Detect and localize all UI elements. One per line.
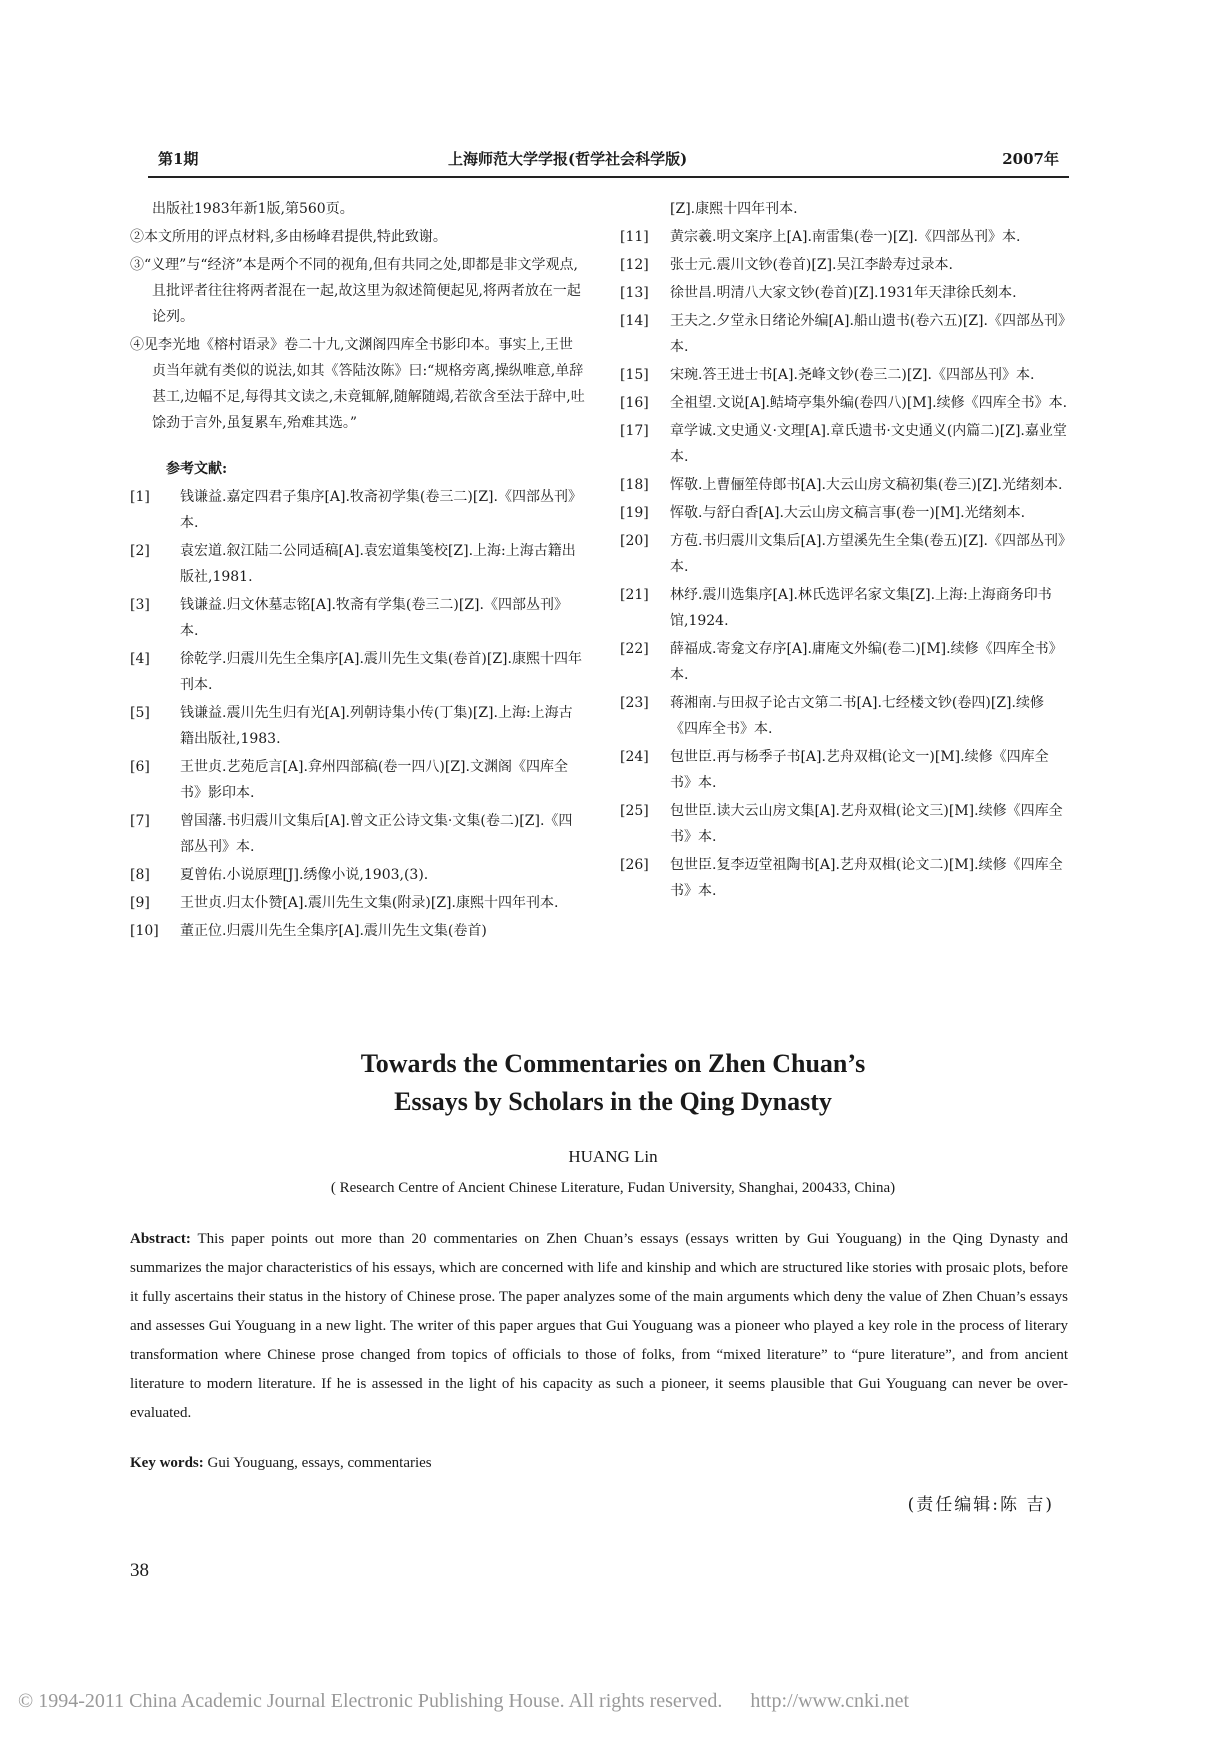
- reference-number: [12]: [620, 257, 649, 273]
- reference-number: [10]: [130, 923, 159, 939]
- reference-text: 章学诚.文史通义·文理[A].章氏遗书·文史通义(内篇二)[Z].嘉业堂本.: [670, 423, 1067, 465]
- reference-item: [620, 528, 1068, 580]
- reference-item: [130, 890, 585, 916]
- reference-number: [7]: [130, 813, 150, 829]
- reference-item: [620, 798, 1068, 850]
- reference-item: [620, 636, 1068, 688]
- reference-text: 徐乾学.归震川先生全集序[A].震川先生文集(卷首)[Z].康熙十四年刊本.: [180, 651, 582, 693]
- english-keywords: [130, 1455, 432, 1472]
- reference-number: [2]: [130, 543, 150, 559]
- reference-item: [620, 582, 1068, 634]
- reference-item: [620, 252, 1068, 278]
- reference-item: [130, 700, 585, 752]
- english-title-line-1: Towards the Commentaries on Zhen Chuan’s: [360, 1049, 866, 1078]
- reference-item: [620, 362, 1068, 388]
- reference-item: [620, 852, 1068, 904]
- running-header: [148, 146, 1069, 178]
- reference-number: [15]: [620, 367, 649, 383]
- note-2: ②本文所用的评点材料,多由杨峰君提供,特此致谢。: [130, 229, 447, 245]
- english-title: [0, 1045, 1226, 1121]
- reference-number: [13]: [620, 285, 649, 301]
- reference-number: [20]: [620, 533, 649, 549]
- reference-item: [620, 500, 1068, 526]
- keywords-label: Key words:: [130, 1455, 204, 1471]
- left-column: [130, 196, 585, 946]
- journal-name: 上海师范大学学报(哲学社会科学版): [448, 150, 688, 168]
- reference-text: 全祖望.文说[A].鲒埼亭集外编(卷四八)[M].续修《四库全书》本.: [670, 395, 1068, 411]
- copyright-footer: [18, 1690, 909, 1713]
- reference-text: 包世臣.再与杨季子书[A].艺舟双楫(论文一)[M].续修《四库全书》本.: [670, 749, 1049, 791]
- reference-text: 王世贞.艺苑卮言[A].弇州四部稿(卷一四八)[Z].文渊阁《四库全书》影印本.: [180, 759, 568, 801]
- reference-text: 恽敬.上曹俪笙侍郎书[A].大云山房文稿初集(卷三)[Z].光绪刻本.: [670, 477, 1063, 493]
- english-title-line-2: Essays by Scholars in the Qing Dynasty: [394, 1087, 832, 1116]
- reference-number: [16]: [620, 395, 649, 411]
- right-column: [620, 196, 1068, 906]
- reference-text: 钱谦益.归文休墓志铭[A].牧斋有学集(卷三二)[Z].《四部丛刊》本.: [180, 597, 568, 639]
- note-3: ③“义理”与“经济”本是两个不同的视角,但有共同之处,即都是非文学观点,且批评者往往将两者混在一起,故这里为叙述简便起见,将两者放在一起论列。: [130, 257, 581, 325]
- reference-number: [8]: [130, 867, 150, 883]
- footer-url[interactable]: http://www.cnki.net: [750, 1690, 910, 1712]
- reference-text: 林纾.震川选集序[A].林氏选评名家文集[Z].上海:上海商务印书馆,1924.: [670, 587, 1052, 629]
- reference-item: [130, 754, 585, 806]
- abstract-text: This paper points out more than 20 commentaries on Zhen Chuan’s essays (essays written by Gui Youguang) in the Qing Dynasty and summarizes the major characteristics of his essays, which are concerned with life and kinship and which are structured like stories with prosaic plots, before it fully ascertains their status in the history of Chinese prose. The paper analyzes some of the main arguments which deny the value of Zhen Chuan’s essays and assesses Gui Youguang in a new light. The writer of this paper argues that Gui Youguang was a pioneer who played a key role in the process of literary transformation where Chinese prose changed from topics of officials to those of folks, from “mixed literature” to “pure literature”, and from ancient literature to modern literature. If he is assessed in the light of his capacity as such a pioneer, it seems plausible that Gui Youguang can never be over-evaluated.: [130, 1231, 1069, 1421]
- reference-number: [6]: [130, 759, 150, 775]
- abstract-label: Abstract:: [130, 1231, 191, 1247]
- reference-text: 夏曾佑.小说原理[J].绣像小说,1903,(3).: [180, 867, 429, 883]
- year-label: 2007年: [1002, 150, 1059, 168]
- reference-text: 方苞.书归震川文集后[A].方望溪先生全集(卷五)[Z].《四部丛刊》本.: [670, 533, 1065, 575]
- keywords-text: Gui Youguang, essays, commentaries: [207, 1455, 432, 1471]
- reference-number: [21]: [620, 587, 649, 603]
- reference-item: [130, 808, 585, 860]
- reference-text: 董正位.归震川先生全集序[A].震川先生文集(卷首): [180, 923, 487, 939]
- reference-text: 王世贞.归太仆赞[A].震川先生文集(附录)[Z].康熙十四年刊本.: [180, 895, 559, 911]
- reference-text: 张士元.震川文钞(卷首)[Z].吴江李龄寿过录本.: [670, 257, 953, 273]
- reference-number: [24]: [620, 749, 649, 765]
- reference-number: [1]: [130, 489, 150, 505]
- page-number: 38: [130, 1560, 149, 1581]
- reference-text: 恽敬.与舒白香[A].大云山房文稿言事(卷一)[M].光绪刻本.: [670, 505, 1026, 521]
- reference-text: 宋琬.答王进士书[A].尧峰文钞(卷三二)[Z].《四部丛刊》本.: [670, 367, 1035, 383]
- english-author: HUANG Lin: [568, 1147, 658, 1166]
- note-continuation: 出版社1983年新1版,第560页。: [152, 201, 354, 217]
- reference-number: [23]: [620, 695, 649, 711]
- issue-label: 第1期: [158, 150, 199, 168]
- reference-item: [130, 646, 585, 698]
- reference-text: 曾国藩.书归震川文集后[A].曾文正公诗文集·文集(卷二)[Z].《四部丛刊》本.: [180, 813, 573, 855]
- reference-text: 钱谦益.震川先生归有光[A].列朝诗集小传(丁集)[Z].上海:上海古籍出版社,1983.: [180, 705, 573, 747]
- reference-item: [130, 918, 585, 944]
- reference-text: 蒋湘南.与田叔子论古文第二书[A].七经楼文钞(卷四)[Z].续修《四库全书》本.: [670, 695, 1044, 737]
- reference-text: 徐世昌.明清八大家文钞(卷首)[Z].1931年天津徐氏刻本.: [670, 285, 1017, 301]
- reference-item: [620, 280, 1068, 306]
- reference-item: [130, 538, 585, 590]
- reference-item: [130, 862, 585, 888]
- reference-number: [25]: [620, 803, 649, 819]
- reference-number: [3]: [130, 597, 150, 613]
- reference-text: 钱谦益.嘉定四君子集序[A].牧斋初学集(卷三二)[Z].《四部丛刊》本.: [180, 489, 582, 531]
- reference-continuation: [Z].康熙十四年刊本.: [670, 201, 798, 217]
- english-affiliation: ( Research Centre of Ancient Chinese Literature, Fudan University, Shanghai, 200433, China): [330, 1180, 896, 1196]
- reference-item: [620, 308, 1068, 360]
- reference-text: 包世臣.读大云山房文集[A].艺舟双楫(论文三)[M].续修《四库全书》本.: [670, 803, 1063, 845]
- reference-text: 黄宗羲.明文案序上[A].南雷集(卷一)[Z].《四部丛刊》本.: [670, 229, 1021, 245]
- reference-number: [19]: [620, 505, 649, 521]
- reference-number: [26]: [620, 857, 649, 873]
- references-heading: 参考文献:: [166, 461, 228, 477]
- reference-text: 薛福成.寄龛文存序[A].庸庵文外编(卷二)[M].续修《四库全书》本.: [670, 641, 1063, 683]
- reference-item: [620, 418, 1068, 470]
- reference-number: [22]: [620, 641, 649, 657]
- copyright-text: © 1994-2011 China Academic Journal Electronic Publishing House. All rights reserved.: [18, 1690, 723, 1712]
- note-4: ④见李光地《榕村语录》卷二十九,文渊阁四库全书影印本。事实上,王世贞当年就有类似的说法,如其《答陆汝陈》曰:“规格旁离,操纵唯意,单辞甚工,边幅不足,每得其文读之,未竟辄解,随解随竭,若欲含至法于辞中,吐馀劲于言外,虽复累车,殆难其选。”: [130, 337, 585, 431]
- reference-text: 王夫之.夕堂永日绪论外编[A].船山遗书(卷六五)[Z].《四部丛刊》本.: [670, 313, 1065, 355]
- reference-number: [14]: [620, 313, 649, 329]
- english-abstract: [130, 1225, 1068, 1428]
- reference-number: [18]: [620, 477, 649, 493]
- reference-number: [11]: [620, 229, 649, 245]
- responsible-editor: (责任编辑:陈 吉): [907, 1495, 1054, 1515]
- reference-number: [5]: [130, 705, 150, 721]
- reference-item: [620, 690, 1068, 742]
- reference-item: [130, 592, 585, 644]
- reference-text: 袁宏道.叙江陆二公同适稿[A].袁宏道集笺校[Z].上海:上海古籍出版社,1981.: [180, 543, 576, 585]
- reference-item: [620, 224, 1068, 250]
- reference-item: [620, 472, 1068, 498]
- reference-number: [17]: [620, 423, 649, 439]
- reference-text: 包世臣.复李迈堂祖陶书[A].艺舟双楫(论文二)[M].续修《四库全书》本.: [670, 857, 1063, 899]
- reference-number: [9]: [130, 895, 150, 911]
- reference-item: [130, 484, 585, 536]
- reference-item: [620, 390, 1068, 416]
- reference-item: [620, 744, 1068, 796]
- reference-number: [4]: [130, 651, 150, 667]
